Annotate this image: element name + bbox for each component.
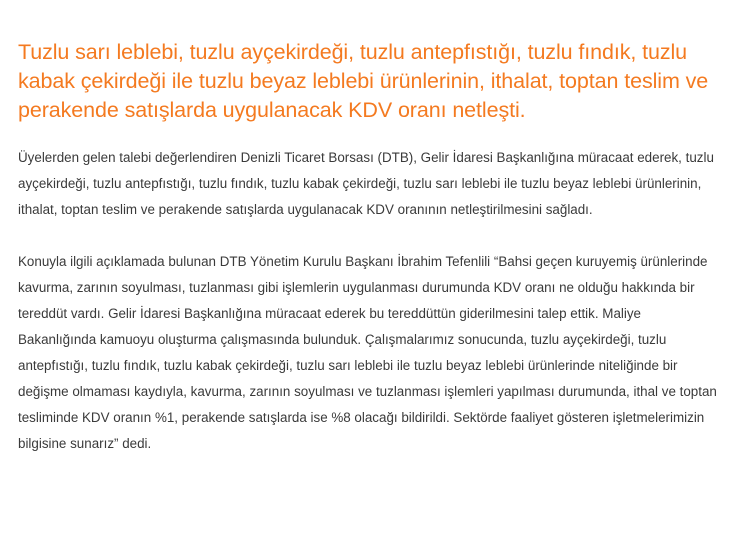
article-paragraph-1: Üyelerden gelen talebi değerlendiren Denizli Ticaret Borsası (DTB), Gelir İdaresi Başkanlığına müracaat ederek, tuzlu ayçekirdeği, tuzlu antepfıstığı, tuzlu fındık, tuzlu kabak çekirdeği, tuzlu sarı leblebi ile tuzlu beyaz leblebi ürünlerinin, ithalat, toptan teslim ve perakende satışlarda uygulanacak KDV oranının netleştirilmesini sağladı.	[18, 150, 714, 217]
news-article	[18, 38, 720, 457]
article-headline: Tuzlu sarı leblebi, tuzlu ayçekirdeği, tuzlu antepfıstığı, tuzlu fındık, tuzlu kabak çekirdeği ile tuzlu beyaz leblebi ürünlerinin, ithalat, toptan teslim ve perakende satışlarda uygulanacak KDV oranı netleşti.	[18, 40, 709, 122]
article-paragraph-2: Konuyla ilgili açıklamada bulunan DTB Yönetim Kurulu Başkanı İbrahim Tefenlili “Bahsi geçen kuruyemiş ürünlerinde kavurma, zarının soyulması, tuzlanması gibi işlemlerin uygulanması durumunda KDV oranı ne olduğu hakkında bir tereddüt vardı. Gelir İdaresi Başkanlığına müracaat ederek bu tereddüttün giderilmesini talep ettik. Maliye Bakanlığında kamuoyu oluşturma çalışmasında bulunduk. Çalışmalarımız sonucunda, tuzlu ayçekirdeği, tuzlu antepfıstığı, tuzlu fındık, tuzlu kabak çekirdeği, tuzlu sarı leblebi ile tuzlu beyaz leblebi ürünlerinde niteliğinde bir değişme olmaması kaydıyla, kavurma, zarının soyulması ve tuzlanması işlemleri yapılması durumunda, ithal ve toptan tesliminde KDV oranın %1, perakende satışlarda ise %8 olacağı bildirildi. Sektörde faaliyet gösteren işletmelerimizin bilgisine sunarız” dedi.	[18, 254, 717, 451]
